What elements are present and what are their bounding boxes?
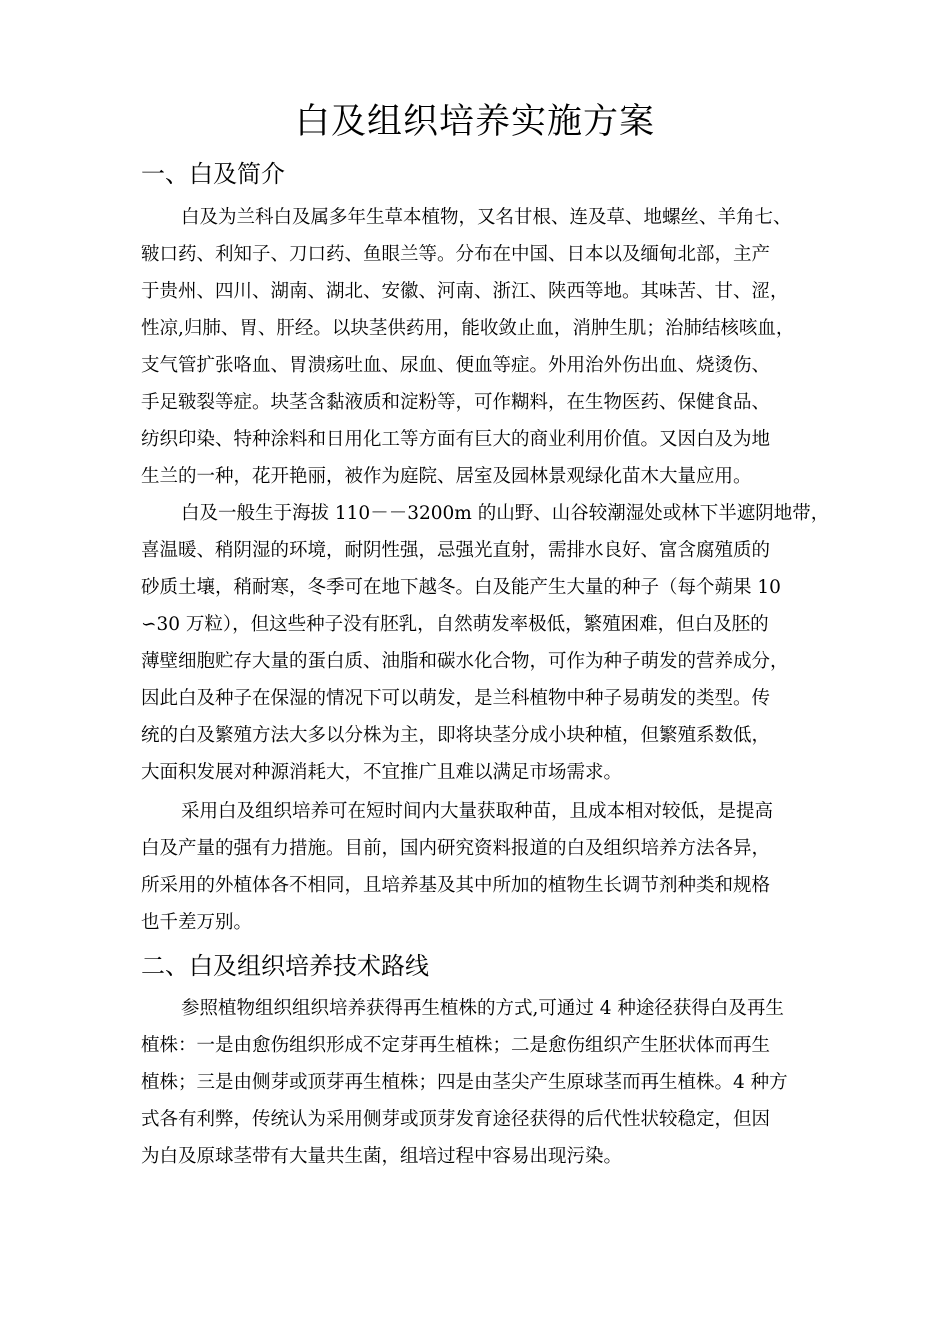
text-line: 纺织印染、特种涂料和日用化工等方面有巨大的商业利用价值。又因白及为地 [141, 429, 771, 450]
text-line: 植株：一是由愈伤组织形成不定芽再生植株；二是愈伤组织产生胚状体而再生 [141, 1035, 771, 1056]
text-line: 于贵州、四川、湖南、湖北、安徽、河南、浙江、陕西等地。其味苦、甘、涩， [141, 281, 789, 302]
text-line: 手足皲裂等症。块茎含黏液质和淀粉等，可作糊料，在生物医药、保健食品、 [141, 392, 771, 413]
text-line: 喜温暖、稍阴湿的环境，耐阴性强，忌强光直射，需排水良好、富含腐殖质的 [141, 540, 771, 561]
text-line: 参照植物组织组织培养获得再生植株的方式,可通过 4 种途径获得白及再生 [181, 998, 784, 1019]
paragraph-tech-route-1 [141, 990, 831, 1175]
text-line: 皲口药、利知子、刀口药、鱼眼兰等。分布在中国、日本以及缅甸北部，主产 [141, 244, 771, 265]
text-line: 白及一般生于海拔 110－－3200m 的山野、山谷较潮湿处或林下半遮阴地带， [181, 503, 830, 524]
text-line: 所采用的外植体各不相同，且培养基及其中所加的植物生长调节剂种类和规格 [141, 875, 771, 896]
text-line: 性凉,归肺、胃、肝经。以块茎供药用，能收敛止血，消肿生肌；治肺结核咳血， [141, 318, 795, 339]
paragraph-intro-2 [141, 495, 831, 791]
text-line: 统的白及繁殖方法大多以分株为主，即将块茎分成小块种植，但繁殖系数低， [141, 725, 771, 746]
text-line: 为白及原球茎带有大量共生菌，组培过程中容易出现污染。 [141, 1146, 623, 1167]
section-heading-intro: 一、白及简介 [141, 160, 285, 188]
text-line: 也千差万别。 [141, 912, 253, 933]
text-line: 植株；三是由侧芽或顶芽再生植株；四是由茎尖产生原球茎而再生植株。4 种方 [141, 1072, 788, 1093]
text-line: 采用白及组织培养可在短时间内大量获取种苗，且成本相对较低，是提高 [181, 801, 774, 822]
section-heading-tech-route: 二、白及组织培养技术路线 [141, 952, 429, 980]
text-line: 生兰的一种，花开艳丽，被作为庭院、居室及园林景观绿化苗木大量应用。 [141, 466, 752, 487]
paragraph-intro-3 [141, 793, 831, 941]
text-line: 白及产量的强有力措施。目前，国内研究资料报道的白及组织培养方法各异， [141, 838, 771, 859]
text-line: 白及为兰科白及属多年生草本植物，又名甘根、连及草、地螺丝、羊角七、 [181, 207, 792, 228]
text-line: 砂质土壤，稍耐寒，冬季可在地下越冬。白及能产生大量的种子（每个蒴果 10 [141, 577, 781, 598]
text-line: 支气管扩张咯血、胃溃疡吐血、尿血、便血等症。外用治外伤出血、烧烫伤、 [141, 355, 771, 376]
text-line: 薄壁细胞贮存大量的蛋白质、油脂和碳水化合物，可作为种子萌发的营养成分， [141, 651, 789, 672]
text-line: 大面积发展对种源消耗大，不宜推广且难以满足市场需求。 [141, 762, 623, 783]
text-line: ∽30 万粒），但这些种子没有胚乳，自然萌发率极低，繁殖困难，但白及胚的 [141, 614, 769, 635]
document-title: 白及组织培养实施方案 [294, 102, 655, 142]
text-line: 式各有利弊，传统认为采用侧芽或顶芽发育途径获得的后代性状较稳定，但因 [141, 1109, 771, 1130]
paragraph-intro-1 [141, 199, 831, 495]
text-line: 因此白及种子在保湿的情况下可以萌发，是兰科植物中种子易萌发的类型。传 [141, 688, 771, 709]
